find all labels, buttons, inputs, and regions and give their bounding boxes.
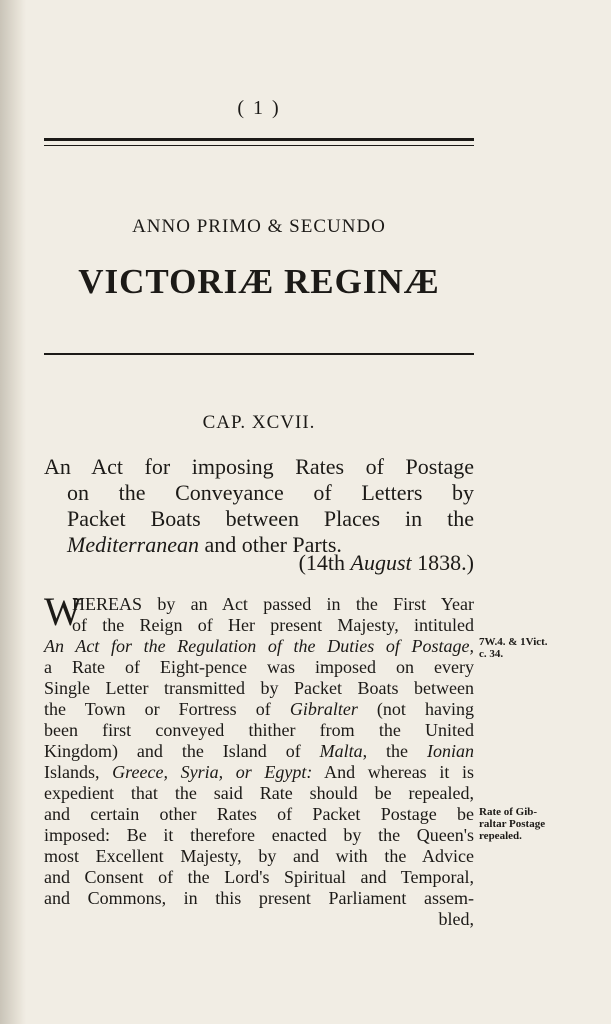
- book-spine-shadow: [0, 0, 26, 1024]
- body-line: and Consent of the Lord's Spiritual and Temporal,: [44, 867, 474, 887]
- body-line: An Act for the Regulation of the Duties of Postage,: [44, 636, 474, 656]
- body-line: Islands, Greece, Syria, or Egypt: And whereas it is: [44, 762, 475, 782]
- body-line: bled,: [438, 909, 474, 929]
- margin-note-line: Rate of Gib-: [479, 806, 538, 818]
- margin-note-line: raltar Postage: [479, 818, 546, 830]
- page-number: ( 1 ): [237, 97, 281, 119]
- sovereign-title: VICTORIÆ REGINÆ: [78, 262, 440, 301]
- regnal-year: ANNO PRIMO & SECUNDO: [132, 216, 386, 237]
- drop-cap: W: [44, 589, 82, 634]
- act-date: (14th August 1838.): [298, 550, 474, 575]
- chapter-heading: CAP. XCVII.: [202, 412, 316, 433]
- margin-note-line: repealed.: [479, 830, 522, 842]
- body-line: been first conveyed thither from the United: [44, 720, 474, 740]
- body-line: Single Letter transmitted by Packet Boats between: [44, 678, 474, 698]
- body-line: expedient that the said Rate should be repealed,: [44, 783, 474, 803]
- header-rule-thin: [44, 145, 474, 146]
- body-line: of the Reign of Her present Majesty, intituled: [72, 615, 474, 635]
- body-line: and certain other Rates of Packet Postage be: [44, 804, 474, 824]
- header-rule-thick: [44, 138, 474, 141]
- body-line: Kingdom) and the Island of Malta, the Ionian: [44, 741, 474, 761]
- act-title-line: An Act for imposing Rates of Postage: [44, 454, 474, 479]
- body-line: a Rate of Eight-pence was imposed on every: [44, 657, 474, 677]
- act-title-line: Packet Boats between Places in the: [67, 506, 474, 531]
- body-line: most Excellent Majesty, by and with the Advice: [44, 846, 474, 866]
- body-line: imposed: Be it therefore enacted by the Queen's: [44, 825, 474, 845]
- body-line: the Town or Fortress of Gibralter (not having: [44, 699, 474, 719]
- margin-note-line: 7W.4. & 1Vict.: [479, 636, 548, 648]
- section-rule: [44, 353, 474, 355]
- body-line: HEREAS by an Act passed in the First Year: [72, 594, 474, 614]
- act-title-line: Mediterranean and other Parts.: [67, 532, 342, 557]
- body-line: and Commons, in this present Parliament assem-: [44, 888, 474, 908]
- act-title-line: on the Conveyance of Letters by: [67, 480, 474, 505]
- margin-note-line: c. 34.: [479, 648, 504, 660]
